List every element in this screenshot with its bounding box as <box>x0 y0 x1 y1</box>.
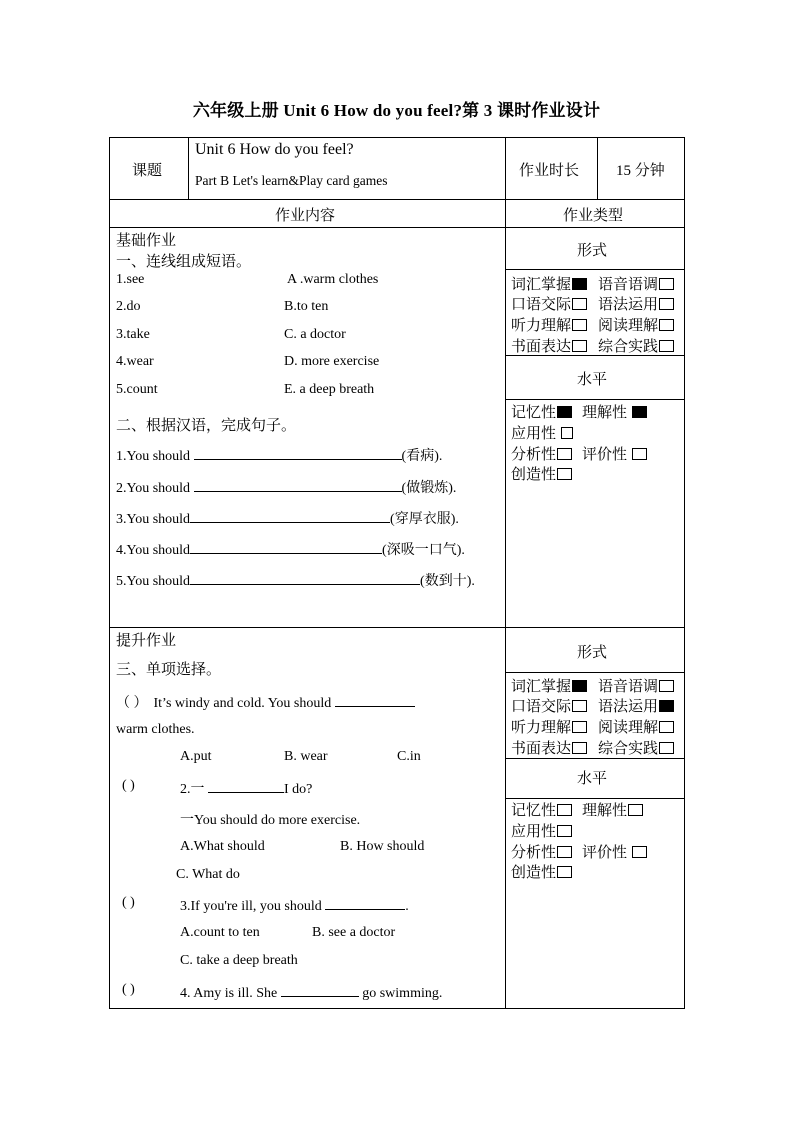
question-2 <box>180 778 312 798</box>
unit-title: Unit 6 How do you feel? <box>195 141 354 158</box>
checkbox[interactable] <box>557 866 572 878</box>
answer-blank[interactable] <box>190 508 390 523</box>
form-option: 口语交际 <box>511 695 587 716</box>
answer-blank[interactable] <box>335 692 415 707</box>
col-divider <box>597 138 598 199</box>
match-left-item: 5.count <box>116 382 158 397</box>
form-option: 语法运用 <box>598 293 674 314</box>
col-divider <box>505 138 506 1008</box>
question-3 <box>180 895 409 915</box>
section2-title: 二、根据汉语，完成句子。 <box>116 418 297 434</box>
form-option: 词汇掌握 <box>511 675 587 696</box>
checkbox[interactable] <box>572 700 587 712</box>
lesson-part: Part B Let's learn&Play card games <box>195 173 388 188</box>
checkbox[interactable] <box>572 721 587 733</box>
checkbox[interactable] <box>572 742 587 754</box>
form-label: 形式 <box>577 645 608 661</box>
row-divider <box>505 399 685 400</box>
question-4 <box>180 982 442 1002</box>
option: C.in <box>397 749 421 764</box>
section3-title: 三、单项选择。 <box>116 662 222 678</box>
page-title: 六年级上册 Unit 6 How do you feel?第 3 课时作业设计 <box>192 101 601 120</box>
match-right-item: A .warm clothes <box>287 272 379 287</box>
checkbox[interactable] <box>659 721 674 733</box>
form-option: 词汇掌握 <box>511 273 587 294</box>
answer-blank[interactable] <box>208 778 284 793</box>
sentence-hint: (数到十). <box>420 574 475 589</box>
level-option: 创造性 <box>511 463 572 484</box>
match-left-item: 3.take <box>116 327 150 342</box>
row-divider <box>505 269 685 270</box>
sentence-hint: (看病). <box>401 449 443 464</box>
duration-value: 15 分钟 <box>616 163 665 179</box>
row-divider <box>110 199 684 200</box>
level-option: 记忆性 <box>511 401 572 422</box>
type-label: 作业类型 <box>563 208 624 224</box>
answer-blank[interactable] <box>190 570 420 585</box>
question-text: 2.一 <box>180 782 205 797</box>
option: B. How should <box>340 839 425 854</box>
checkbox[interactable] <box>659 700 674 712</box>
sentence-prefix: 1.You should <box>116 449 194 464</box>
form-option: 口语交际 <box>511 293 587 314</box>
checkbox[interactable] <box>561 427 573 439</box>
checkbox[interactable] <box>557 406 572 418</box>
form-option: 语音语调 <box>598 273 674 294</box>
content-label: 作业内容 <box>275 208 336 224</box>
option: B. wear <box>284 749 328 764</box>
checkbox[interactable] <box>557 825 572 837</box>
sentence-item <box>116 477 456 497</box>
sentence-hint: (穿厚衣服). <box>390 512 459 527</box>
question-1 <box>116 692 415 712</box>
option: C. What do <box>176 867 240 882</box>
form-option: 语音语调 <box>598 675 674 696</box>
checkbox[interactable] <box>659 319 674 331</box>
checkbox[interactable] <box>572 340 587 352</box>
answer-blank[interactable] <box>281 982 359 997</box>
topic-label: 课题 <box>132 163 163 179</box>
level-option: 分析性 <box>511 841 572 862</box>
match-left-item: 1.see <box>116 272 145 287</box>
checkbox[interactable] <box>557 448 572 460</box>
option: A.put <box>180 749 212 764</box>
match-left-item: 2.do <box>116 299 141 314</box>
checkbox[interactable] <box>659 340 674 352</box>
answer-blank[interactable] <box>190 539 382 554</box>
question-text: I do? <box>284 782 313 797</box>
question-text: 3.If you're ill, you should <box>180 899 322 914</box>
form-option: 书面表达 <box>511 737 587 758</box>
checkbox[interactable] <box>659 680 674 692</box>
level-option: 应用性 <box>511 422 573 443</box>
answer-parentheses[interactable]: ( ) <box>122 982 135 997</box>
homework-table <box>109 137 685 1009</box>
level-option: 理解性 <box>582 799 643 820</box>
level-option: 分析性 <box>511 443 572 464</box>
row-divider <box>110 227 684 228</box>
sentence-prefix: 5.You should <box>116 574 191 589</box>
answer-blank[interactable] <box>325 895 405 910</box>
form-option: 综合实践 <box>598 737 674 758</box>
checkbox[interactable] <box>572 298 587 310</box>
answer-parentheses[interactable]: （ ） <box>116 696 148 711</box>
question-text: It’s windy and cold. You should <box>153 696 332 711</box>
form-option: 听力理解 <box>511 716 587 737</box>
form-option: 书面表达 <box>511 335 587 356</box>
checkbox[interactable] <box>659 298 674 310</box>
sentence-hint: (深吸一口气). <box>382 543 465 558</box>
checkbox[interactable] <box>659 742 674 754</box>
option: B. see a doctor <box>312 925 396 940</box>
row-divider <box>505 672 685 673</box>
checkbox[interactable] <box>572 319 587 331</box>
match-right-item: C. a doctor <box>284 327 346 342</box>
row-divider <box>110 627 684 628</box>
advanced-heading: 提升作业 <box>116 633 177 649</box>
section1-title: 一、连线组成短语。 <box>116 254 252 270</box>
answer-parentheses[interactable]: ( ) <box>122 778 135 793</box>
checkbox[interactable] <box>659 278 674 290</box>
match-right-item: B.to ten <box>284 299 329 314</box>
form-option: 听力理解 <box>511 314 587 335</box>
checkbox[interactable] <box>632 406 647 418</box>
question-end: . <box>405 899 409 914</box>
checkbox[interactable] <box>632 846 647 858</box>
sentence-prefix: 4.You should <box>116 543 191 558</box>
checkbox[interactable] <box>557 846 572 858</box>
checkbox[interactable] <box>557 804 572 816</box>
level-option: 评价性 <box>582 443 647 464</box>
option: A.What should <box>180 839 265 854</box>
question-text: 4. Amy is ill. She <box>180 986 278 1001</box>
sentence-item <box>116 539 465 559</box>
match-left-item: 4.wear <box>116 354 154 369</box>
checkbox[interactable] <box>572 680 587 692</box>
question-text: go swimming. <box>362 986 443 1001</box>
level-label: 水平 <box>577 771 608 787</box>
level-option: 记忆性 <box>511 799 572 820</box>
sentence-hint: (做锻炼). <box>401 481 457 496</box>
question-2-reply: 一You should do more exercise. <box>180 813 361 828</box>
form-option: 阅读理解 <box>598 716 674 737</box>
form-label: 形式 <box>577 243 608 259</box>
option: A.count to ten <box>180 925 260 940</box>
sentence-prefix: 3.You should <box>116 512 191 527</box>
sentence-item <box>116 570 475 590</box>
level-option: 评价性 <box>582 841 647 862</box>
form-option: 阅读理解 <box>598 314 674 335</box>
answer-parentheses[interactable]: ( ) <box>122 895 135 910</box>
checkbox[interactable] <box>557 468 572 480</box>
answer-blank[interactable] <box>194 477 402 492</box>
col-divider <box>188 138 189 199</box>
level-option: 应用性 <box>511 820 572 841</box>
sentence-prefix: 2.You should <box>116 481 194 496</box>
duration-label: 作业时长 <box>519 163 580 179</box>
basic-heading: 基础作业 <box>116 233 177 249</box>
level-option: 理解性 <box>582 401 647 422</box>
checkbox[interactable] <box>632 448 647 460</box>
form-option: 综合实践 <box>598 335 674 356</box>
form-option: 语法运用 <box>598 695 674 716</box>
match-right-item: E. a deep breath <box>284 382 375 397</box>
level-option: 创造性 <box>511 861 572 882</box>
question-1-continuation: warm clothes. <box>116 722 195 737</box>
match-right-item: D. more exercise <box>284 354 380 369</box>
answer-blank[interactable] <box>194 445 402 460</box>
sentence-item <box>116 508 459 528</box>
row-divider <box>505 758 685 759</box>
level-label: 水平 <box>577 372 608 388</box>
checkbox[interactable] <box>572 278 587 290</box>
option: C. take a deep breath <box>180 953 298 968</box>
checkbox[interactable] <box>628 804 643 816</box>
sentence-item <box>116 445 442 465</box>
